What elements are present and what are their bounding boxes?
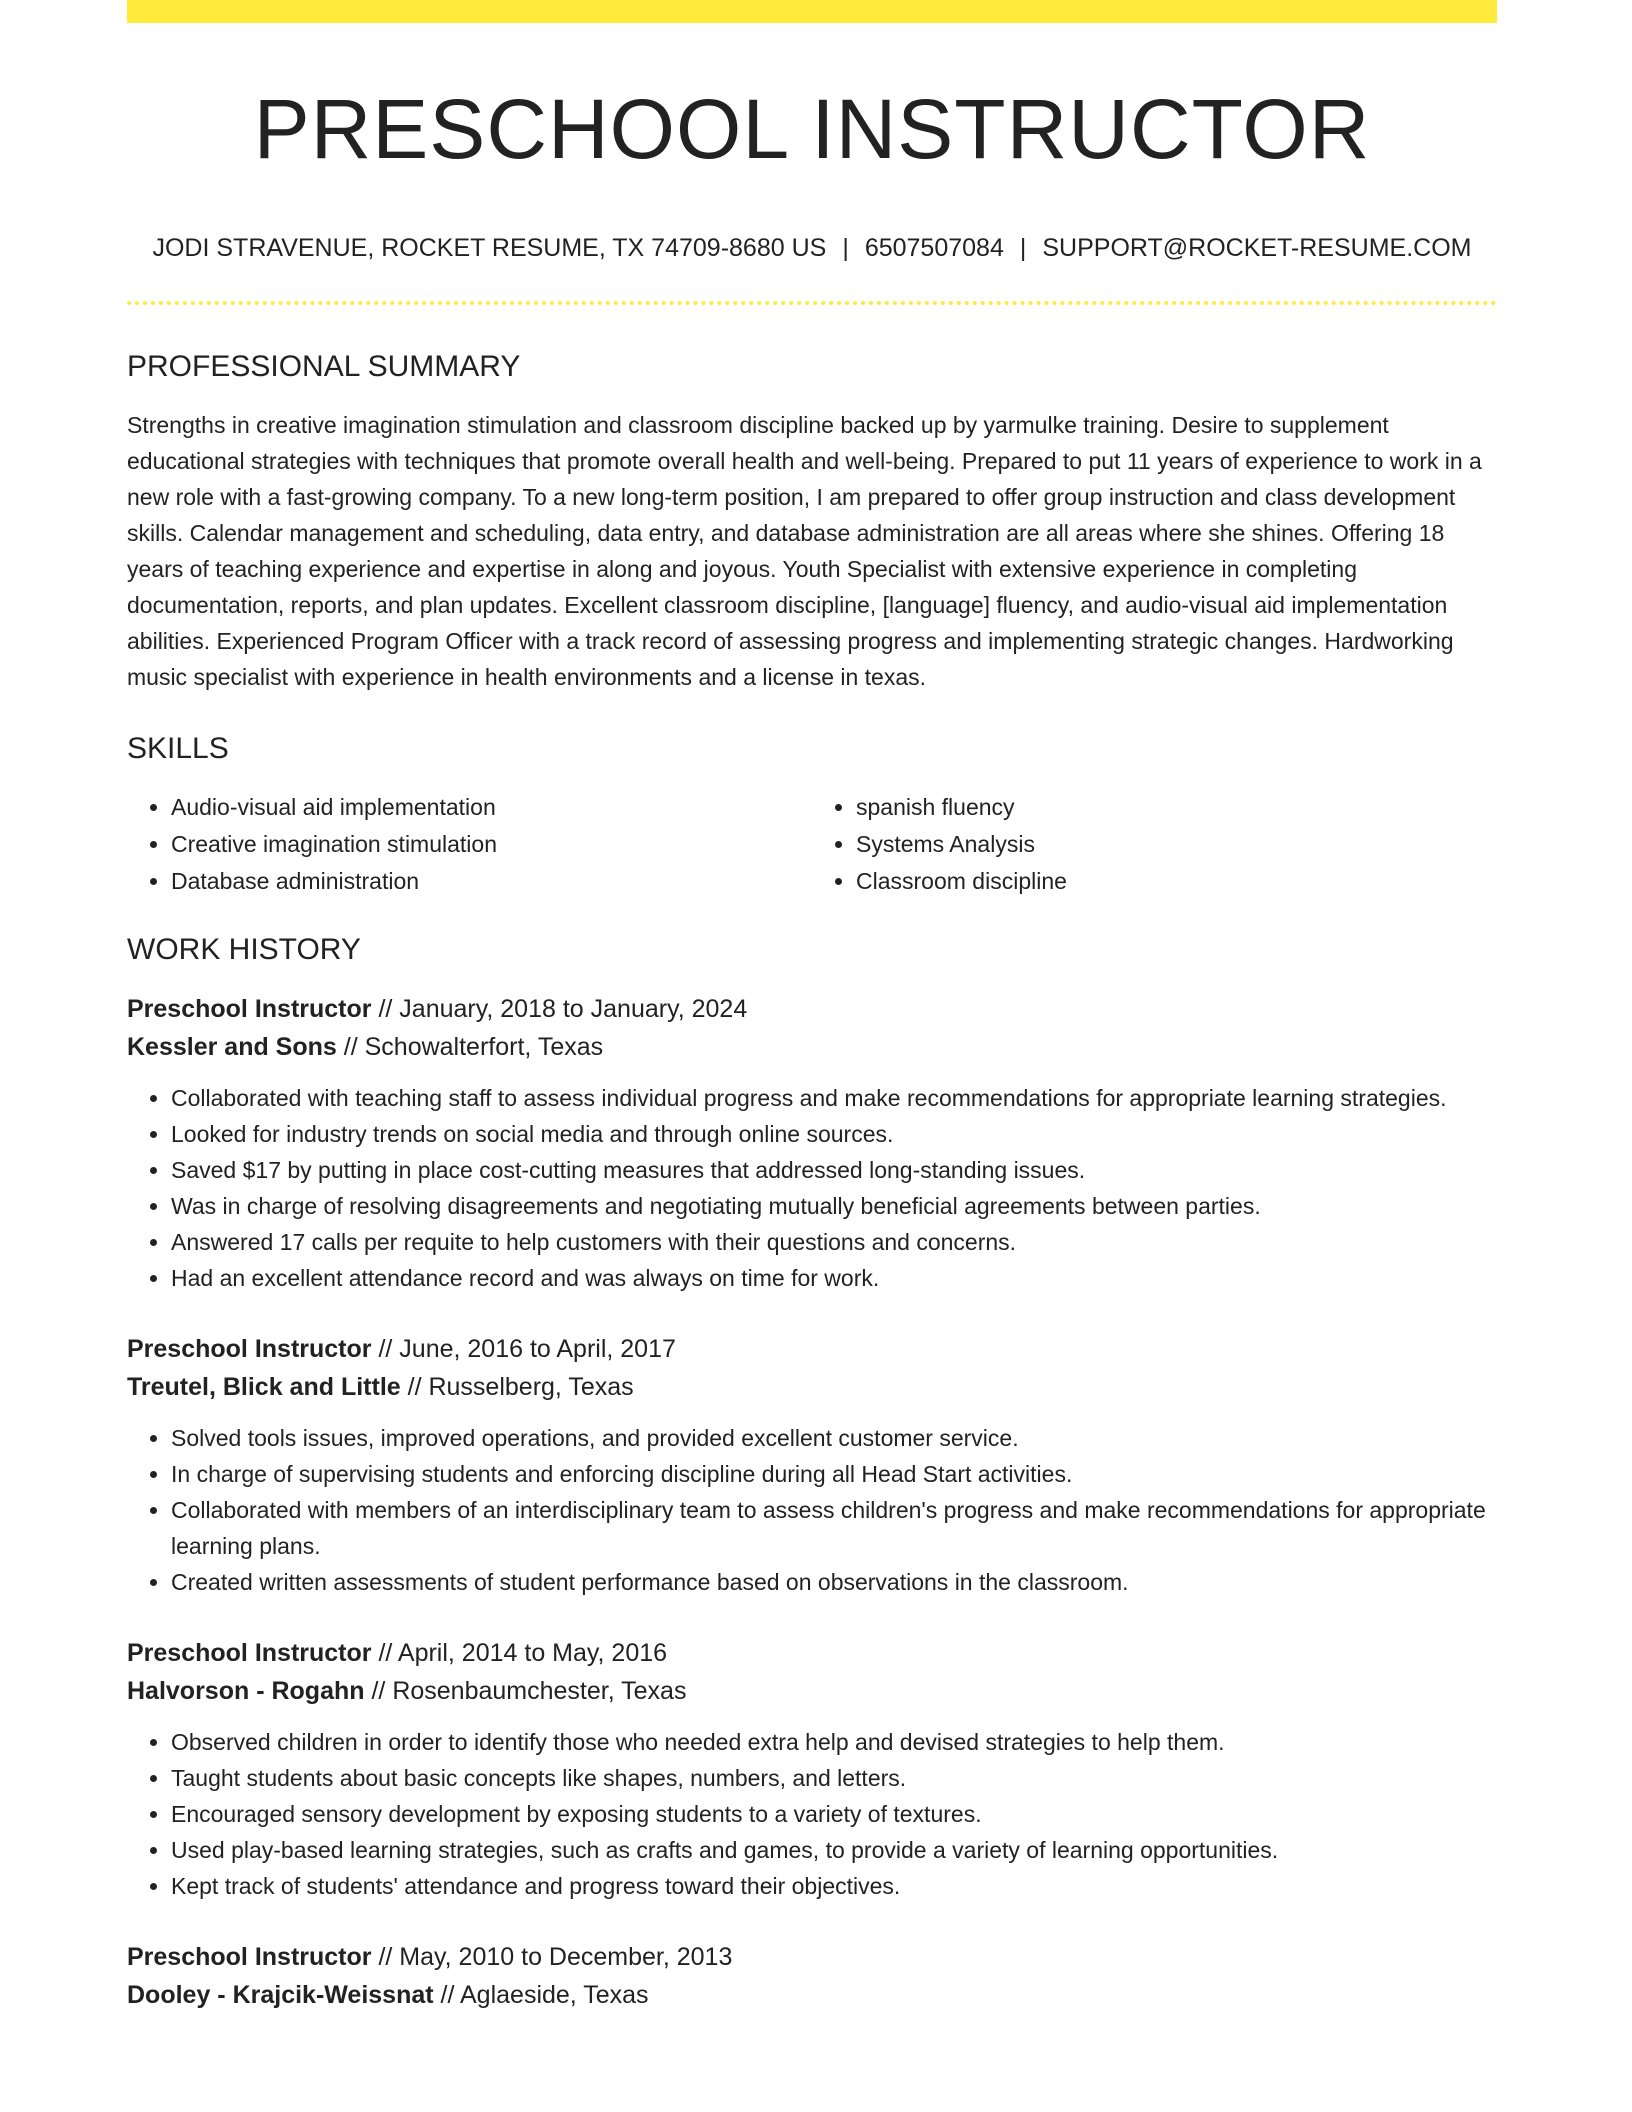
job-title: Preschool Instructor — [127, 1335, 372, 1364]
job-dates: January, 2018 to January, 2024 — [399, 995, 748, 1024]
contact-separator: | — [842, 234, 849, 263]
job-bullets — [127, 1080, 1497, 1296]
skill-item: • Creative imagination stimulation — [171, 826, 812, 863]
job-company-line — [127, 1672, 1497, 1710]
job-bullet: • Solved tools issues, improved operations, and provided excellent customer service. — [171, 1420, 1497, 1456]
contact-line — [127, 233, 1497, 263]
skill-item: • Systems Analysis — [856, 826, 1497, 863]
job-bullet: • Collaborated with members of an interdisciplinary team to assess children's progress and make recommendations for appropriate learning plans. — [171, 1492, 1497, 1564]
job-bullets — [127, 1420, 1497, 1600]
job-bullet: • Looked for industry trends on social media and through online sources. — [171, 1116, 1497, 1152]
job-bullet: • Taught students about basic concepts like shapes, numbers, and letters. — [171, 1760, 1497, 1796]
job-dates: June, 2016 to April, 2017 — [399, 1335, 676, 1364]
job-company: Kessler and Sons — [127, 1033, 337, 1062]
job-entry — [127, 1634, 1497, 1904]
job-bullet: • Answered 17 calls per requite to help customers with their questions and concerns. — [171, 1224, 1497, 1260]
job-separator: // — [371, 995, 400, 1024]
resume-page — [127, 0, 1497, 2014]
job-company-line — [127, 1028, 1497, 1066]
job-location: Russelberg, Texas — [428, 1373, 634, 1402]
job-bullet: • Created written assessments of student performance based on observations in the classroom. — [171, 1564, 1497, 1600]
job-separator: // — [371, 1943, 400, 1972]
job-title-line — [127, 990, 1497, 1028]
job-dates: April, 2014 to May, 2016 — [397, 1639, 668, 1668]
summary-heading: PROFESSIONAL SUMMARY — [127, 350, 521, 384]
job-entry — [127, 990, 1497, 1296]
contact-email: SUPPORT@ROCKET-RESUME.COM — [1042, 234, 1472, 263]
job-title-line — [127, 1330, 1497, 1368]
job-location: Aglaeside, Texas — [460, 1981, 649, 2010]
resume-title: PRESCHOOL INSTRUCTOR — [253, 82, 1371, 176]
job-bullet: • Kept track of students' attendance and progress toward their objectives. — [171, 1868, 1497, 1904]
skills-heading: SKILLS — [127, 732, 229, 766]
contact-separator: | — [1019, 234, 1027, 263]
job-separator: // — [364, 1677, 393, 1706]
job-bullets — [127, 1724, 1497, 1904]
skill-item: • Database administration — [171, 863, 812, 900]
job-company-line — [127, 1368, 1497, 1406]
job-separator: // — [433, 1981, 460, 2010]
job-separator: // — [336, 1033, 365, 1062]
job-bullet: • In charge of supervising students and enforcing discipline during all Head Start activities. — [171, 1456, 1497, 1492]
skills-grid — [127, 789, 1497, 900]
job-bullet: • Used play-based learning strategies, such as crafts and games, to provide a variety of learning opportunities. — [171, 1832, 1497, 1868]
job-company: Dooley - Krajcik-Weissnat — [127, 1981, 434, 2010]
dotted-divider — [127, 301, 1497, 305]
job-entry — [127, 1938, 1497, 2014]
job-location: Schowalterfort, Texas — [364, 1033, 604, 1062]
job-separator: // — [400, 1373, 429, 1402]
job-title: Preschool Instructor — [127, 995, 372, 1024]
job-bullet: • Collaborated with teaching staff to assess individual progress and make recommendations for appropriate learning strategies. — [171, 1080, 1497, 1116]
skills-column-left — [127, 789, 812, 900]
job-title: Preschool Instructor — [127, 1943, 372, 1972]
job-location: Rosenbaumchester, Texas — [392, 1677, 687, 1706]
job-company-line — [127, 1976, 1497, 2014]
skill-item: • Audio-visual aid implementation — [171, 789, 812, 826]
skill-item: • Classroom discipline — [856, 863, 1497, 900]
job-entry — [127, 1330, 1497, 1600]
top-accent-bar — [127, 0, 1497, 23]
job-title-line — [127, 1938, 1497, 1976]
job-bullet: • Had an excellent attendance record and was always on time for work. — [171, 1260, 1497, 1296]
job-company: Halvorson - Rogahn — [127, 1677, 365, 1706]
job-bullet: • Was in charge of resolving disagreements and negotiating mutually beneficial agreements between parties. — [171, 1188, 1497, 1224]
job-dates: May, 2010 to December, 2013 — [399, 1943, 733, 1972]
job-bullet: • Encouraged sensory development by exposing students to a variety of textures. — [171, 1796, 1497, 1832]
job-bullet: • Saved $17 by putting in place cost-cutting measures that addressed long-standing issues. — [171, 1152, 1497, 1188]
job-company: Treutel, Blick and Little — [127, 1373, 401, 1402]
job-title-line — [127, 1634, 1497, 1672]
skills-list-left — [127, 789, 812, 900]
job-bullet: • Observed children in order to identify those who needed extra help and devised strategies to help them. — [171, 1724, 1497, 1760]
skill-item: • spanish fluency — [856, 789, 1497, 826]
summary-text: Strengths in creative imagination stimulation and classroom discipline backed up by yarmulke training. Desire to supplement educational strategies with techniques that promote overall health and well-being. Prepared to put 11 years of experience to work in a new role with a fast-growing company. To a new long-term position, I am prepared to offer group instruction and class development skills. Calendar management and scheduling, data entry, and database administration are all areas where she shines. Offering 18 years of teaching experience and expertise in along and joyous. Youth Specialist with extensive experience in completing documentation, reports, and plan updates. Excellent classroom discipline, [language] fluency, and audio-visual aid implementation abilities. Experienced Program Officer with a track record of assessing progress and implementing strategic changes. Hardworking music specialist with experience in health environments and a license in texas. — [127, 412, 1482, 691]
contact-phone: 6507507084 — [864, 234, 1004, 263]
skills-list-right — [812, 789, 1497, 900]
skills-column-right — [812, 789, 1497, 900]
work-history-heading: WORK HISTORY — [127, 933, 361, 967]
contact-address: JODI STRAVENUE, ROCKET RESUME, TX 74709-8680 US — [152, 234, 827, 263]
job-separator: // — [371, 1639, 398, 1668]
job-title: Preschool Instructor — [127, 1639, 372, 1668]
job-separator: // — [371, 1335, 400, 1364]
